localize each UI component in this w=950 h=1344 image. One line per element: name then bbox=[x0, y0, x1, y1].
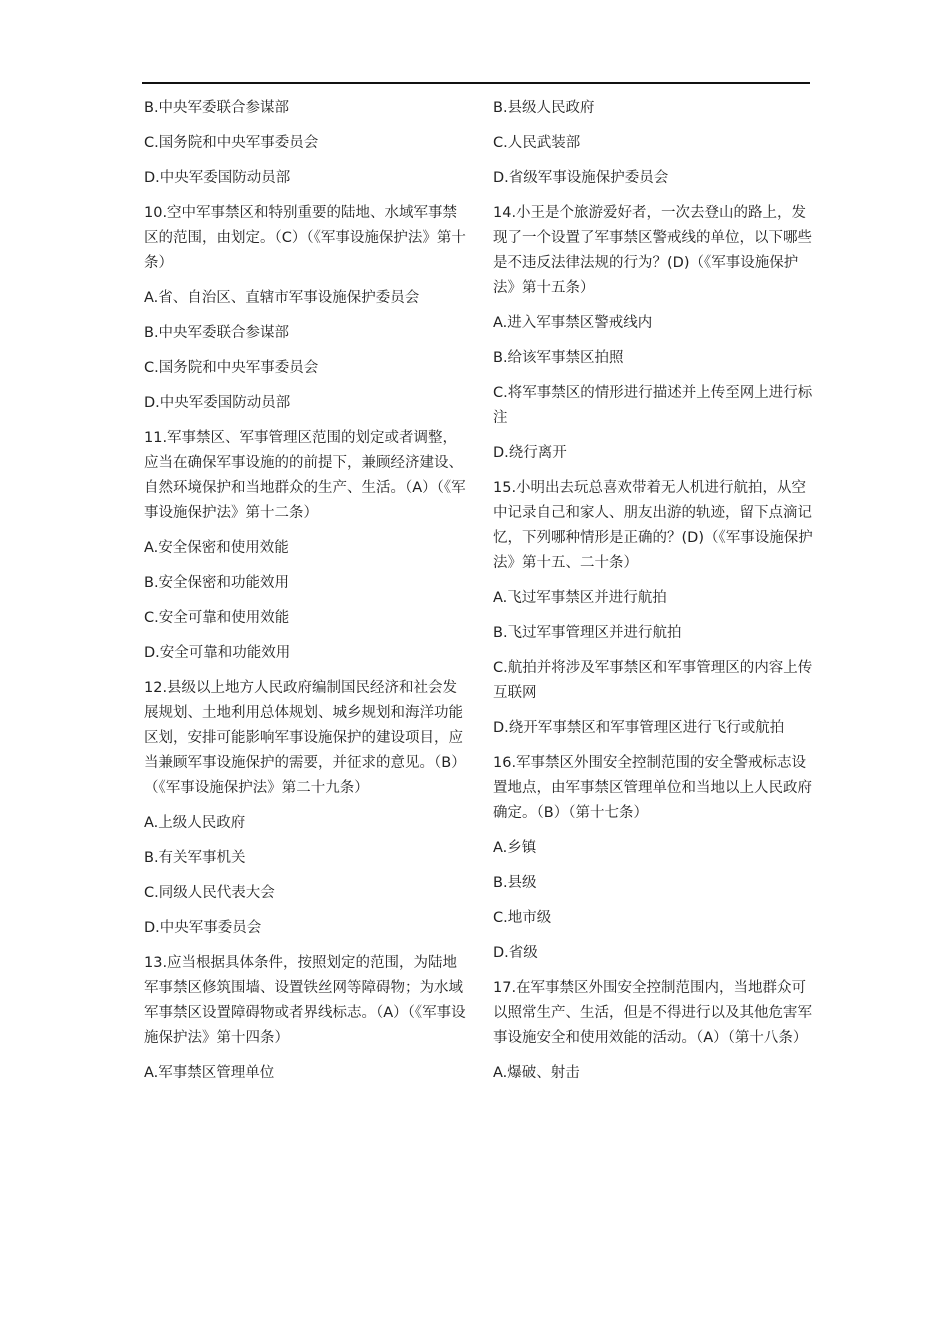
option-text: C.同级人民代表大会 bbox=[144, 885, 275, 901]
option-text: C.将军事禁区的情形进行描述并上传至网上进行标注 bbox=[493, 385, 813, 426]
option-text: C.安全可靠和使用效能 bbox=[144, 610, 290, 626]
option-text: A.上级人民政府 bbox=[144, 815, 246, 831]
option-text: A.安全保密和使用效能 bbox=[144, 540, 289, 556]
option-text: A.进入军事禁区警戒线内 bbox=[493, 315, 653, 331]
option-text: C.航拍并将涉及军事禁区和军事管理区的内容上传互联网 bbox=[493, 660, 813, 701]
option-text: B.县级 bbox=[493, 875, 537, 891]
option-text: D.中央军事委员会 bbox=[144, 920, 262, 936]
option-text: D.省级 bbox=[493, 945, 538, 961]
option-text: D.绕行离开 bbox=[493, 445, 567, 461]
option-text: C.地市级 bbox=[493, 910, 552, 926]
option-text: A.爆破、射击 bbox=[493, 1065, 580, 1081]
option-text: B.给该军事禁区拍照 bbox=[493, 350, 624, 366]
option-text: B.飞过军事管理区并进行航拍 bbox=[493, 625, 682, 641]
header-rule bbox=[142, 82, 810, 84]
question-text: 17.在军事禁区外围安全控制范围内，当地群众可以照常生产、生活，但是不得进行以及其他危害军事设施安全和使用效能的活动。（A）（第十八条） bbox=[493, 980, 812, 1046]
left-column bbox=[144, 96, 466, 1096]
option-text: B.中央军委联合参谋部 bbox=[144, 100, 290, 116]
option-text: A.飞过军事禁区并进行航拍 bbox=[493, 590, 667, 606]
question-text: 16.军事禁区外围安全控制范围的安全警戒标志设置地点，由军事禁区管理单位和当地以上人民政府确定。（B）（第十七条） bbox=[493, 755, 812, 821]
option-text: A.省、自治区、直辖市军事设施保护委员会 bbox=[144, 290, 420, 306]
option-text: B.县级人民政府 bbox=[493, 100, 595, 116]
right-column bbox=[493, 96, 815, 1096]
option-text: A.乡镇 bbox=[493, 840, 537, 856]
option-text: B.有关军事机关 bbox=[144, 850, 246, 866]
option-text: C.人民武装部 bbox=[493, 135, 581, 151]
option-text: D.绕开军事禁区和军事管理区进行飞行或航拍 bbox=[493, 720, 785, 736]
option-text: B.中央军委联合参谋部 bbox=[144, 325, 290, 341]
question-text: 13.应当根据具体条件，按照划定的范围，为陆地军事禁区修筑围墙、设置铁丝网等障碍物；为水域军事禁区设置障碍物或者界线标志。（A）（《军事设施保护法》第十四条） bbox=[144, 955, 466, 1046]
option-text: D.中央军委国防动员部 bbox=[144, 395, 291, 411]
option-text: C.国务院和中央军事委员会 bbox=[144, 135, 319, 151]
question-text: 15.小明出去玩总喜欢带着无人机进行航拍，从空中记录自己和家人、朋友出游的轨迹，留下点滴记忆，下列哪种情形是正确的？(D)（《军事设施保护法》第十五、二十条） bbox=[493, 480, 813, 571]
question-text: 12.县级以上地方人民政府编制国民经济和社会发展规划、土地利用总体规划、城乡规划和海洋功能区划，安排可能影响军事设施保护的建设项目，应当兼顾军事设施保护的需要，并征求的意见。（B）（《军事设施保护法》第二十九条） bbox=[144, 680, 466, 796]
question-text: 14.小王是个旅游爱好者，一次去登山的路上，发现了一个设置了军事禁区警戒线的单位，以下哪些是不违反法律法规的行为？(D)（《军事设施保护法》第十五条） bbox=[493, 205, 812, 296]
option-text: D.省级军事设施保护委员会 bbox=[493, 170, 669, 186]
question-text: 10.空中军事禁区和特别重要的陆地、水域军事禁区的范围，由划定。（C）（《军事设施保护法》第十条） bbox=[144, 205, 466, 271]
option-text: B.安全保密和功能效用 bbox=[144, 575, 290, 591]
question-text: 11.军事禁区、军事管理区范围的划定或者调整，应当在确保军事设施的的前提下，兼顾经济建设、自然环境保护和当地群众的生产、生活。（A）（《军事设施保护法》第十二条） bbox=[144, 430, 466, 521]
option-text: C.国务院和中央军事委员会 bbox=[144, 360, 319, 376]
option-text: A.军事禁区管理单位 bbox=[144, 1065, 275, 1081]
option-text: D.中央军委国防动员部 bbox=[144, 170, 291, 186]
option-text: D.安全可靠和功能效用 bbox=[144, 645, 291, 661]
